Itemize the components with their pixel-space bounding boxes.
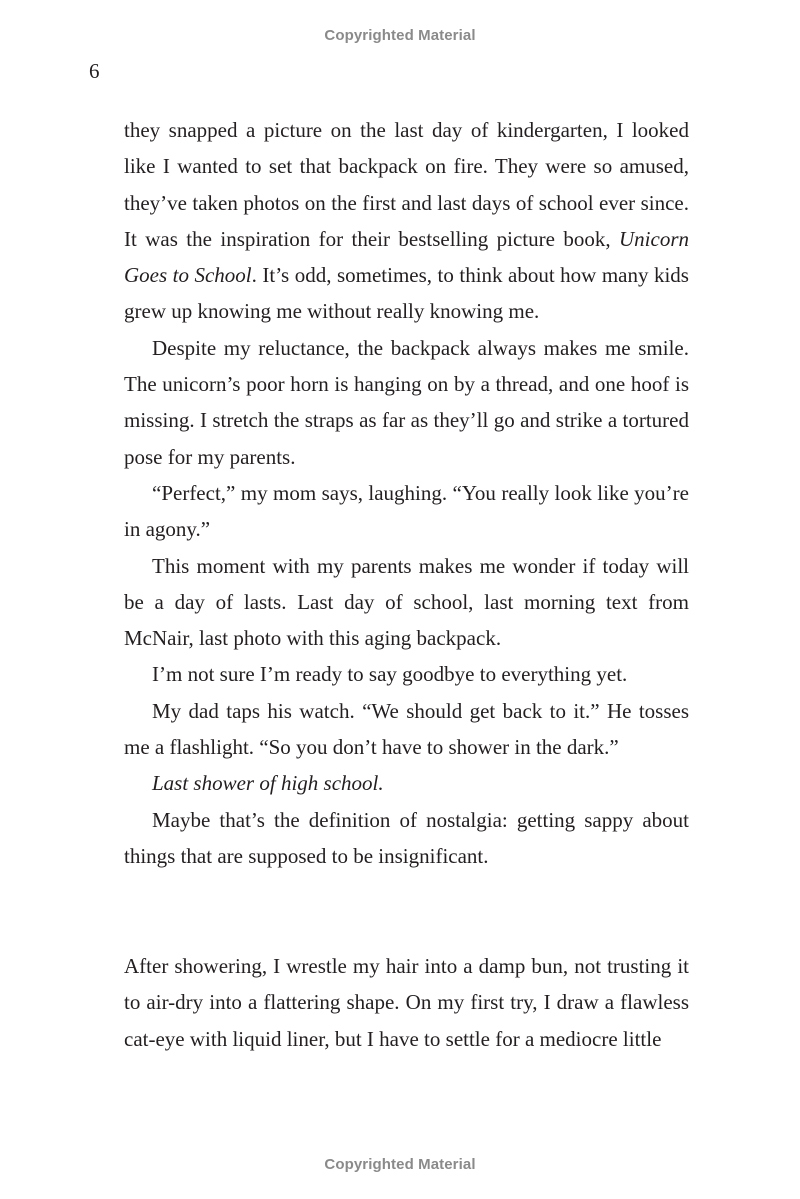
paragraph-2: Despite my reluctance, the backpack always makes me smile. The unicorn’s poor horn is hanging on by a thread, and one hoof is missing. I stretch the straps as far as they’ll go and strike a tortured pose for my parents. <box>124 335 689 469</box>
italic-thought: Last shower of high school. <box>152 771 384 796</box>
paragraph-7 <box>124 765 689 801</box>
paragraph-9: After showering, I wrestle my hair into a damp bun, not trusting it to air-dry into a flattering shape. On my first try, I draw a flawless cat-eye with liquid liner, but I have to settle for a mediocre little <box>124 954 689 1051</box>
paragraph-8: Maybe that’s the definition of nostalgia: getting sappy about things that are supposed to be insignificant. <box>124 807 689 868</box>
paragraph-6: My dad taps his watch. “We should get back to it.” He tosses me a flashlight. “So you don’t have to shower in the dark.” <box>124 698 689 760</box>
paragraph-3: “Perfect,” my mom says, laughing. “You really look like you’re in agony.” <box>124 480 689 542</box>
copyright-watermark-top: Copyrighted Material <box>324 27 476 44</box>
body-text-section-2 <box>124 948 689 1057</box>
paragraph-1-text-start: they snapped a picture on the last day of kindergarten, I looked like I wanted to set that backpack on fire. They were so amused, they’ve taken photos on the first and last days of school ever since. It was the inspiration for their bestselling picture book, <box>124 118 689 251</box>
paragraph-1-text-end: . It’s odd, sometimes, to think about how many kids grew up knowing me without really knowing me. <box>124 263 689 324</box>
paragraph-1 <box>124 112 689 330</box>
paragraph-4: This moment with my parents makes me wonder if today will be a day of lasts. Last day of school, last morning text from McNair, last photo with this aging backpack. <box>124 553 689 651</box>
copyright-watermark-bottom: Copyrighted Material <box>324 1156 476 1173</box>
book-title: Unicorn Goes to School <box>124 226 689 288</box>
paragraph-5: I’m not sure I’m ready to say goodbye to everything yet. <box>152 662 628 687</box>
page-number: 6 <box>89 59 100 83</box>
body-text-section-1 <box>124 112 689 874</box>
